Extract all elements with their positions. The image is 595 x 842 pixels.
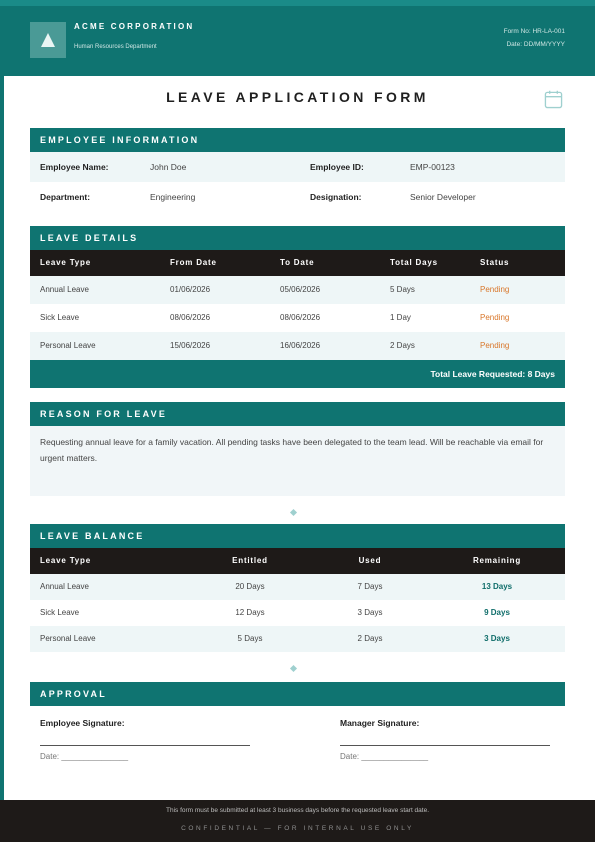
section-leave-balance: LEAVE BALANCE xyxy=(30,524,565,548)
leave-balance-header xyxy=(30,548,565,574)
employee-info-row-1 xyxy=(30,152,565,182)
table-row xyxy=(30,304,565,332)
entitled-cell: 5 Days xyxy=(237,634,263,643)
employee-signature-line[interactable] xyxy=(40,745,250,746)
status-badge: Pending xyxy=(480,341,510,350)
to-date-cell: 05/06/2026 xyxy=(280,285,321,294)
section-leave-details: LEAVE DETAILS xyxy=(30,226,565,250)
designation-value: Senior Developer xyxy=(410,192,476,202)
entitled-cell: 20 Days xyxy=(235,582,265,591)
col-leave-type: Leave Type xyxy=(40,556,91,565)
page-title: LEAVE APPLICATION FORM xyxy=(166,89,429,105)
used-cell: 3 Days xyxy=(357,608,383,617)
employee-id-value: EMP-00123 xyxy=(410,162,455,172)
leave-type-cell: Annual Leave xyxy=(40,582,89,591)
triangle-logo-icon xyxy=(30,22,66,58)
page-header xyxy=(0,0,595,76)
employee-name-value: John Doe xyxy=(150,162,187,172)
table-row xyxy=(30,332,565,360)
col-remaining: Remaining xyxy=(472,556,522,565)
col-to-date: To Date xyxy=(280,258,315,267)
section-reason-for-leave: REASON FOR LEAVE xyxy=(30,402,565,426)
leave-type-cell: Personal Leave xyxy=(40,634,96,643)
status-badge: Pending xyxy=(480,313,510,322)
company-name: ACME CORPORATION xyxy=(74,22,195,31)
divider-diamond xyxy=(290,509,297,516)
employee-date-field[interactable]: Date: _______________ xyxy=(40,752,129,761)
to-date-cell: 08/06/2026 xyxy=(280,313,321,322)
calendar-icon xyxy=(544,90,563,109)
to-date-cell: 16/06/2026 xyxy=(280,341,321,350)
col-used: Used xyxy=(358,556,382,565)
entitled-cell: 12 Days xyxy=(235,608,265,617)
leave-type-cell: Sick Leave xyxy=(40,313,80,322)
remaining-cell: 9 Days xyxy=(484,608,510,617)
department-label: Department: xyxy=(40,192,91,202)
used-cell: 2 Days xyxy=(357,634,383,643)
reason-text-area[interactable]: Requesting annual leave for a family vacation. All pending tasks have been delegated to the team lead. Will be reachable via email for urgent matters. xyxy=(30,426,565,496)
divider-diamond xyxy=(290,665,297,672)
employee-info-row-2 xyxy=(30,182,565,212)
employee-signature-label: Employee Signature: xyxy=(40,718,125,728)
total-days-cell: 2 Days xyxy=(390,341,415,350)
remaining-cell: 13 Days xyxy=(481,582,513,591)
table-row xyxy=(30,626,565,652)
used-cell: 7 Days xyxy=(357,582,383,591)
table-row xyxy=(30,600,565,626)
employee-id-label: Employee ID: xyxy=(310,162,364,172)
from-date-cell: 15/06/2026 xyxy=(170,341,211,350)
designation-label: Designation: xyxy=(310,192,362,202)
form-meta xyxy=(504,25,565,51)
leave-type-cell: Annual Leave xyxy=(40,285,89,294)
department-name: Human Resources Department xyxy=(74,44,157,50)
from-date-cell: 08/06/2026 xyxy=(170,313,211,322)
form-date: Date: DD/MM/YYYY xyxy=(506,41,565,48)
manager-signature-line[interactable] xyxy=(340,745,550,746)
col-from-date: From Date xyxy=(170,258,217,267)
manager-signature-label: Manager Signature: xyxy=(340,718,420,728)
col-leave-type: Leave Type xyxy=(40,258,91,267)
department-value: Engineering xyxy=(150,192,196,202)
from-date-cell: 01/06/2026 xyxy=(170,285,211,294)
table-row xyxy=(30,574,565,600)
section-approval: APPROVAL xyxy=(30,682,565,706)
form-number: Form No: HR-LA-001 xyxy=(503,28,565,35)
total-days-cell: 5 Days xyxy=(390,285,415,294)
left-accent-rule xyxy=(0,76,4,800)
table-row xyxy=(30,276,565,304)
total-leave-requested: Total Leave Requested: 8 Days xyxy=(30,360,565,388)
status-badge: Pending xyxy=(480,285,510,294)
leave-type-cell: Personal Leave xyxy=(40,341,96,350)
remaining-cell: 3 Days xyxy=(484,634,510,643)
employee-name-label: Employee Name: xyxy=(40,162,109,172)
col-entitled: Entitled xyxy=(232,556,268,565)
leave-type-cell: Sick Leave xyxy=(40,608,80,617)
footer-note: This form must be submitted at least 3 business days before the requested leave start date. xyxy=(165,807,430,814)
col-total-days: Total Days xyxy=(390,258,438,267)
col-status: Status xyxy=(480,258,510,267)
header-accent-strip xyxy=(0,0,595,6)
footer-confidential: CONFIDENTIAL — FOR INTERNAL USE ONLY xyxy=(181,825,414,832)
manager-date-field[interactable]: Date: _______________ xyxy=(340,752,429,761)
leave-details-header xyxy=(30,250,565,276)
section-employee-information: EMPLOYEE INFORMATION xyxy=(30,128,565,152)
total-days-cell: 1 Day xyxy=(390,313,411,322)
